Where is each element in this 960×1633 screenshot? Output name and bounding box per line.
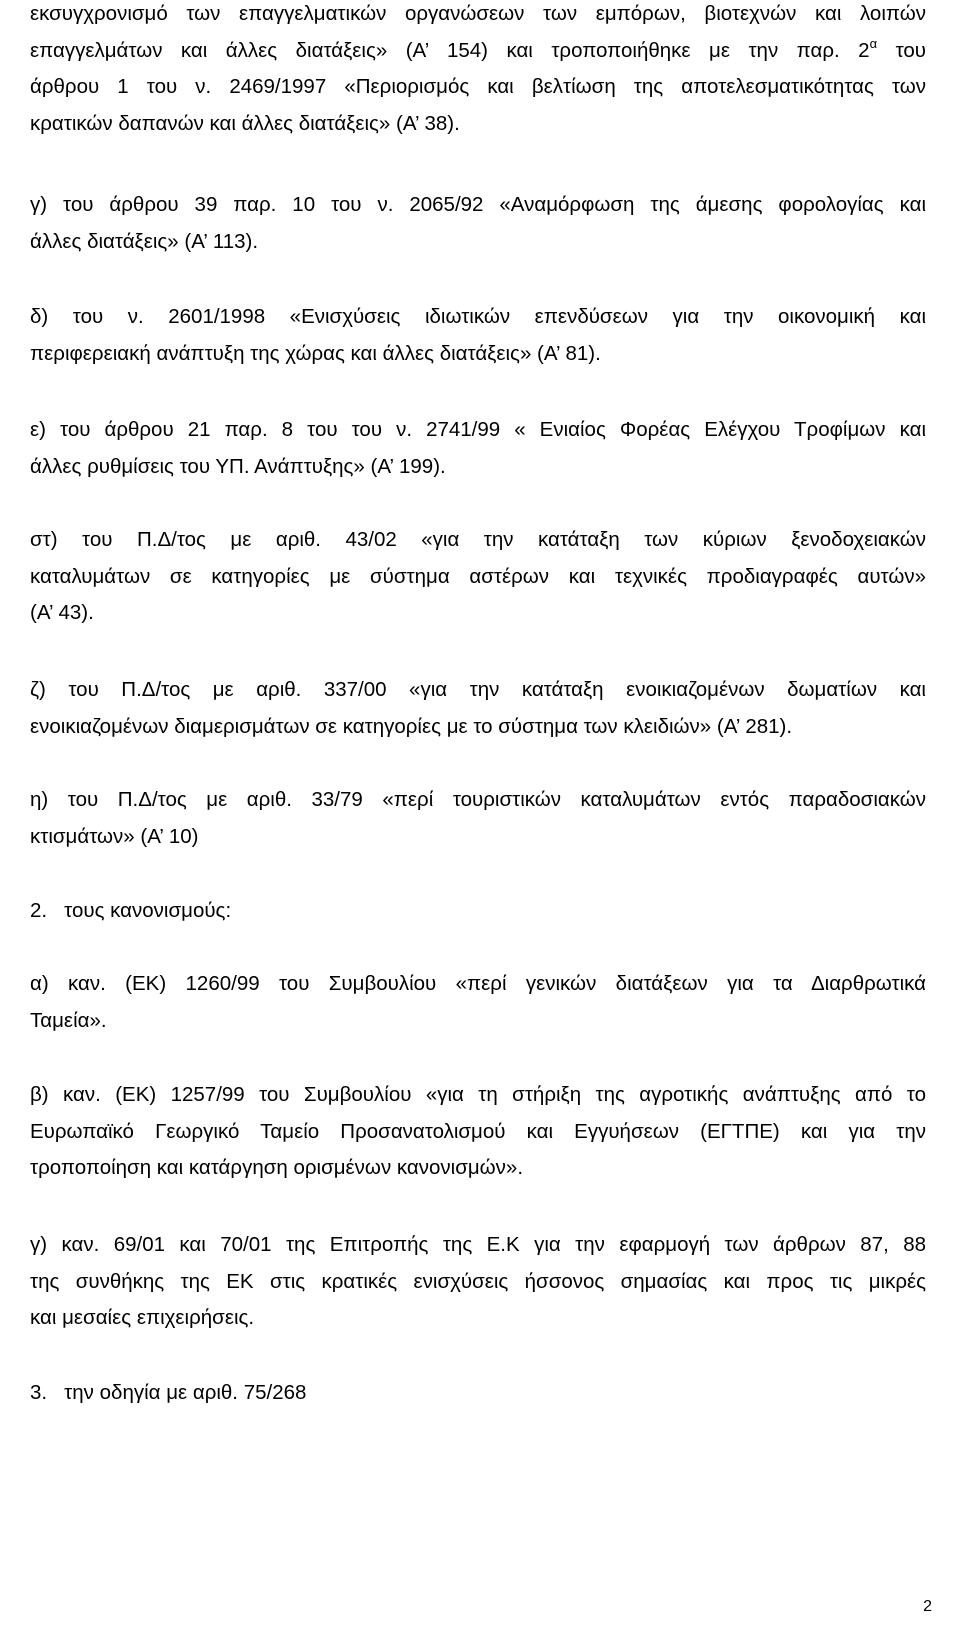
text-line: κρατικών δαπανών και άλλες διατάξεις» (Α’ 38).: [30, 111, 460, 135]
text-line: καταλυμάτων σε κατηγορίες με σύστημα αστέρων και τεχνικές προδιαγραφές αυτών»: [30, 564, 926, 588]
text-line: άλλες διατάξεις» (Α’ 113).: [30, 229, 259, 253]
text-line: δ) του ν. 2601/1998 «Ενισχύσεις ιδιωτικών επενδύσεων για την οικονομική και: [30, 305, 926, 328]
section-heading-regulations: [30, 893, 926, 930]
text-line: ενοικιαζομένων διαμερισμάτων σε κατηγορίες με το σύστημα των κλειδιών» (Α’ 281).: [30, 714, 793, 738]
text-line: Ταμεία».: [30, 1008, 107, 1032]
text-line: ε) του άρθρου 21 παρ. 8 του του ν. 2741/99 « Ενιαίος Φορέας Ελέγχου Τροφίμων και: [30, 418, 926, 441]
text-line: β) καν. (ΕΚ) 1257/99 του Συμβουλίου «για τη στήριξη της αγροτικής ανάπτυξης από το: [30, 1083, 926, 1106]
text-line: γ) του άρθρου 39 παρ. 10 του ν. 2065/92 «Αναμόρφωση της άμεσης φορολογίας και: [30, 193, 926, 216]
text-line: τροποποίηση και κατάργηση ορισμένων κανονισμών».: [30, 1156, 524, 1179]
text-line-content: στ) του Π.Δ/τος με αριθ. 43/02 «για την κατάταξη των κύριων ξενοδοχειακών: [30, 528, 926, 551]
text-line: (Α’ 43).: [30, 601, 94, 624]
paragraph-item-z: [30, 672, 926, 745]
text-line: εκσυγχρονισμό των επαγγελματικών οργανώσεων των εμπόρων, βιοτεχνών και λοιπών: [30, 2, 926, 25]
text-line-tail: του: [877, 38, 926, 62]
paragraph-reg-b: [30, 1077, 926, 1187]
text-line-main: επαγγελμάτων και άλλες διατάξεις» (Α’ 154) και τροποποιήθηκε με την παρ. 2: [30, 38, 870, 62]
text-line: της συνθήκης της ΕΚ στις κρατικές ενισχύσεις ήσσονος σημασίας και προς τις μικρές: [30, 1269, 926, 1293]
text-line: η) του Π.Δ/τος με αριθ. 33/79 «περί τουριστικών καταλυμάτων εντός παραδοσιακών: [30, 788, 926, 811]
paragraph-item-i: [30, 782, 926, 855]
paragraph-reg-a: [30, 966, 926, 1039]
paragraph-continuation: [30, 0, 926, 142]
text-line: άρθρου 1 του ν. 2469/1997 «Περιορισμός και βελτίωση της αποτελεσματικότητας των: [30, 75, 926, 98]
text-line: άλλες ρυθμίσεις του ΥΠ. Ανάπτυξης» (Α’ 199).: [30, 454, 446, 478]
section-heading-directive: [30, 1375, 926, 1412]
text-line: περιφερειακή ανάπτυξη της χώρας και άλλες διατάξεις» (Α’ 81).: [30, 341, 601, 365]
superscript: α: [869, 35, 878, 51]
text-line: 3. την οδηγία με αριθ. 75/268: [30, 1381, 307, 1404]
paragraph-item-e: [30, 412, 926, 485]
paragraph-reg-c: [30, 1227, 926, 1337]
text-line: [30, 522, 926, 559]
text-line: ζ) του Π.Δ/τος με αριθ. 337/00 «για την κατάταξη ενοικιαζομένων δωματίων και: [30, 678, 926, 701]
paragraph-item-g: [30, 187, 926, 260]
text-line: και μεσαίες επιχειρήσεις.: [30, 1306, 255, 1329]
page-number: 2: [923, 1598, 932, 1615]
text-line: γ) καν. 69/01 και 70/01 της Επιτροπής της Ε.Κ για την εφαρμογή των άρθρων 87, 88: [30, 1233, 926, 1256]
text-line: 2. τους κανονισμούς:: [30, 899, 232, 922]
text-line: κτισμάτων» (Α’ 10): [30, 824, 199, 848]
paragraph-item-st: [30, 522, 926, 632]
text-line: α) καν. (ΕΚ) 1260/99 του Συμβουλίου «περί γενικών διατάξεων για τα Διαρθρωτικά: [30, 972, 926, 995]
text-line: Ευρωπαϊκό Γεωργικό Ταμείο Προσανατολισμού και Εγγυήσεων (ΕΓΤΠΕ) και για την: [30, 1119, 926, 1143]
paragraph-item-d: [30, 299, 926, 372]
text-line: [30, 33, 926, 70]
